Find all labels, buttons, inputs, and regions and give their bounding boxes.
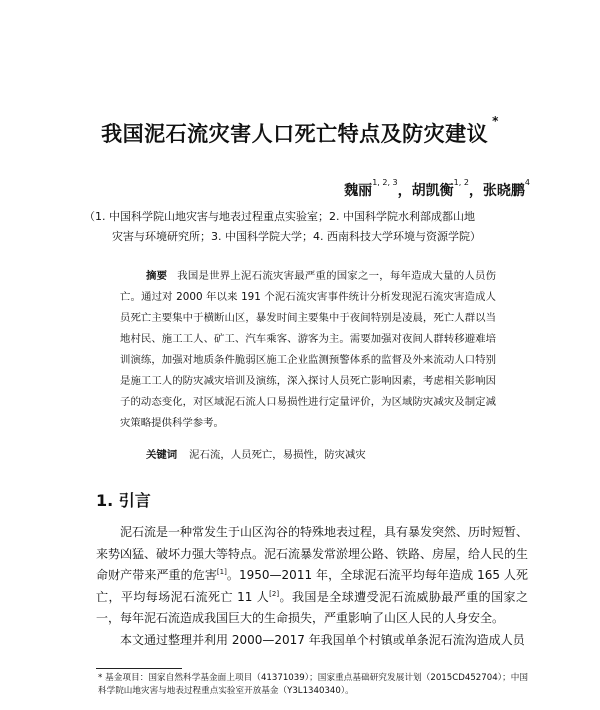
author-affiliation-sup: 4 [524, 178, 530, 187]
title-footnote-marker: * [492, 114, 499, 128]
footnote: * 基金项目：国家自然科学基金面上项目（41371039）；国家重点基础研究发展计划（2015CD452704）；中国科学院山地灾害与地表过程重点实验室开放基金（Y3L1340340）。 [98, 673, 528, 696]
affiliation-line: 灾害与环境研究所；3. 中国科学院大学；4. 西南科技大学环境与资源学院） [112, 230, 481, 243]
author-list [344, 180, 530, 200]
affiliations [84, 207, 524, 247]
abstract-label: 摘要 [146, 270, 168, 282]
author-separator: ， [397, 183, 412, 199]
author-affiliation-sup: 1, 2, 3 [372, 178, 398, 187]
author-name: 胡凯衡 [411, 183, 454, 199]
affiliation-line: （1. 中国科学院山地灾害与地表过程重点实验室；2. 中国科学院水利部成都山地 [84, 210, 475, 223]
keywords [146, 446, 366, 461]
author-name: 张晓鹏 [482, 183, 525, 199]
author-name: 魏丽 [344, 183, 373, 199]
citation: [2] [269, 589, 280, 598]
abstract-text: 我国是世界上泥石流灾害最严重的国家之一，每年造成大量的人员伤亡。通过对 2000 年以来 191 个泥石流灾害事件统计分析发现泥石流灾害造成人员死亡主要集中于横断山区，暴发时间主要集中于夜间特别是凌晨，死亡人群以当地村民、施工工人、矿工、汽车乘客、游客为主。需要加强对夜间人群转移避难培训演练，加强对地质条件脆弱区施工企业监测预警体系的监督及外来流动人口特别是施工工人的防灾减灾培训及演练，深入探讨人员死亡影响因素，考虑相关影响因子的动态变化，对区域泥石流人口易损性进行定量评价，为区域防灾减灾及制定减灾策略提供科学参考。 [120, 270, 496, 429]
section-heading: 1. 引言 [96, 491, 151, 510]
paper-title [0, 114, 600, 148]
abstract [120, 266, 496, 434]
citation: [1] [216, 568, 227, 576]
author-separator: ， [468, 183, 483, 199]
paper-title-text: 我国泥石流灾害人口死亡特点及防灾建议 [101, 122, 489, 146]
author-affiliation-sup: 1, 2 [453, 178, 469, 187]
keywords-text: 泥石流，人员死亡，易损性，防灾减灾 [189, 449, 366, 461]
body-text [96, 522, 528, 651]
body-text-span: 。1950—2011 年，全球泥石流平均每年造成 165 人死亡，平均每场泥石流死亡 11 人 [96, 568, 528, 604]
body-paragraph [96, 522, 528, 630]
keywords-label: 关键词 [146, 449, 178, 461]
body-text-span: 泥石流是一种常发生于山区沟谷的特殊地表过程，具有暴发突然、历时短暂、来势凶猛、破坏力强大等特点。泥石流暴发常淤埋公路、铁路、房屋，给人民的生命财产带来严重的危害 [96, 525, 529, 582]
body-text-span: 。我国是全球遭受泥石流威胁最严重的国家之一，每年泥石流造成我国巨大的生命损失，严重影响了山区人民的人身安全。 [96, 589, 528, 625]
footnote-divider [96, 668, 182, 669]
body-paragraph: 本文通过整理并利用 2000—2017 年我国单个村镇或单条泥石流沟造成人员 [120, 632, 525, 647]
